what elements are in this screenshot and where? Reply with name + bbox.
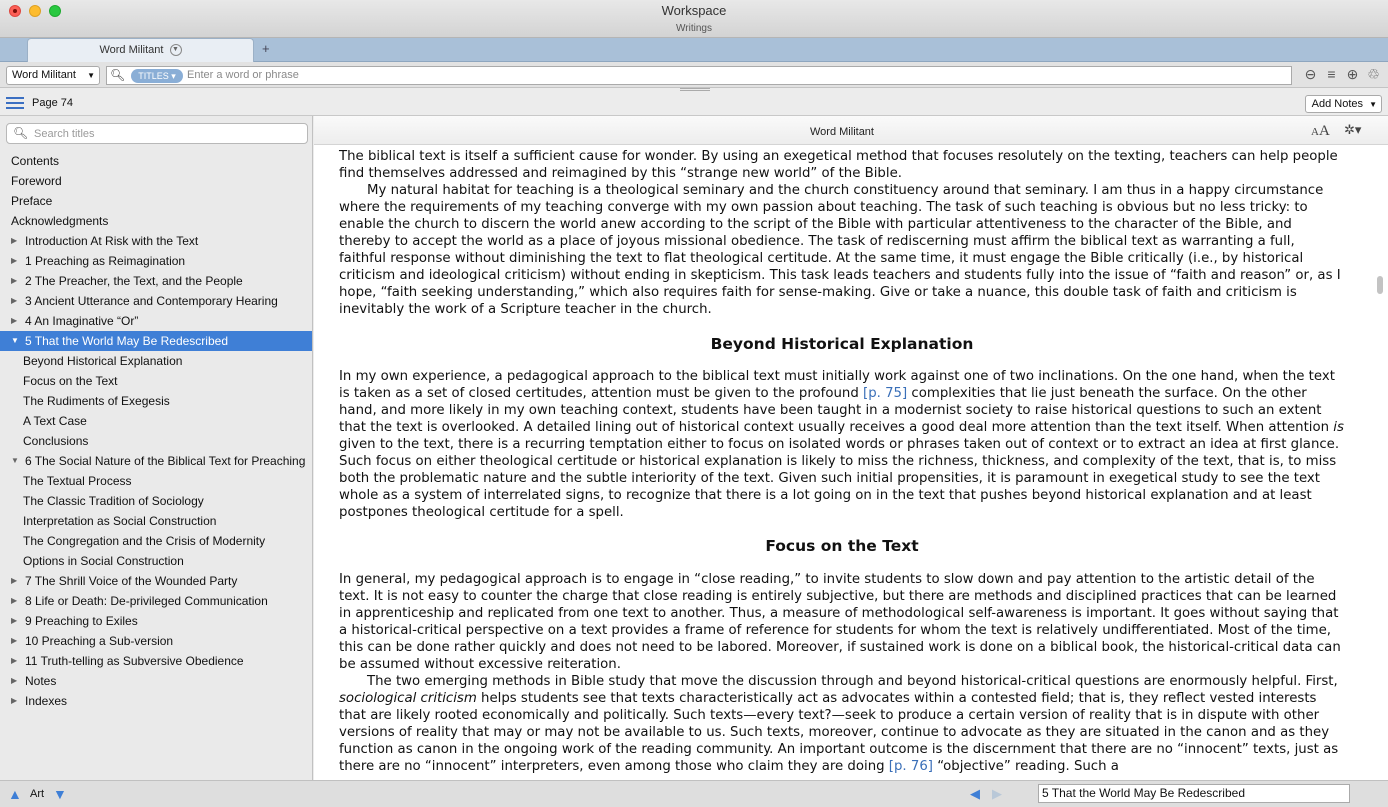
disclosure-closed-icon[interactable]: ▶ (11, 676, 18, 685)
sidebar-item-label: 6 The Social Nature of the Biblical Text for Preaching (25, 454, 306, 468)
sidebar-item[interactable] (0, 211, 312, 231)
sidebar-item-label: Contents (11, 154, 60, 168)
sidebar-item[interactable] (0, 331, 312, 351)
paragraph: The biblical text is itself a sufficient cause for wonder. By using an exegetical method that focuses resolutely on the texting, teachers can help people find themselves addressed and reimagined by this “strange new world” of the Bible. (339, 149, 1338, 181)
sidebar-item-label: Focus on the Text (23, 374, 118, 388)
sidebar-item[interactable] (0, 691, 312, 711)
sidebar-item-label: Interpretation as Social Construction (23, 514, 217, 528)
share-icon[interactable]: ♲ (1367, 66, 1380, 82)
sidebar-item-label: 1 Preaching as Reimagination (25, 254, 186, 268)
sidebar-item[interactable] (0, 151, 312, 171)
sidebar-item[interactable] (0, 431, 312, 451)
sidebar-item-label: Options in Social Construction (23, 554, 184, 568)
disclosure-closed-icon[interactable]: ▶ (11, 636, 18, 645)
sidebar-item-label: 7 The Shrill Voice of the Wounded Party (25, 574, 238, 588)
tab-word-militant[interactable] (27, 38, 254, 62)
sidebar-item-label: Preface (11, 194, 53, 208)
sidebar-item-label: 3 Ancient Utterance and Contemporary Hearing (25, 294, 278, 308)
toolbar (0, 62, 1388, 88)
resource-select-value: Word Militant (12, 69, 76, 81)
scrollbar-thumb[interactable] (1377, 276, 1383, 294)
disclosure-closed-icon[interactable]: ▶ (11, 296, 18, 305)
disclosure-closed-icon[interactable]: ▶ (11, 576, 18, 585)
paragraph: In my own experience, a pedagogical approach to the biblical text must initially work against one of two inclinations. On the one hand, when the text is taken as a set of closed certitudes, attention must be given to the profound [p. 75] complexities that lie just beneath the surface. On the other hand, and more likely in my own teaching context, students have been taught in a modernist society to raise historical questions to such an extent that the text is overlooked. A detailed lining out of historical context usually receives a good deal more attention than the text itself. When attention is given to the text, there is a recurring temptation either to focus on isolated words or phrases taken out of context or to extract an idea at first glance. Such focus on either theological certitude or historical explanation is likely to miss the richness, thickness, and complexity of the text, that is, to miss both the problematic nature and the subtle interiority of the text. Given such initial propensities, it is paramount in exegetical study to see the text whole as a system of interrelated signs, to recognize that there is a lot going on in the text that pushes beyond historical explanation and at least postpones theological certitude for a spell. (339, 369, 1344, 520)
sidebar-item-label: 10 Preaching a Sub-version (25, 634, 174, 648)
next-art-icon[interactable]: ▼ (53, 786, 67, 802)
sidebar-item[interactable] (0, 551, 312, 571)
book-text (339, 148, 1345, 775)
section-heading: Beyond Historical Explanation (710, 335, 974, 353)
sidebar-item-label: 9 Preaching to Exiles (25, 614, 138, 628)
disclosure-open-icon[interactable]: ▼ (11, 456, 19, 465)
reader-pane (314, 116, 1388, 780)
reader-title: Word Militant (810, 126, 874, 138)
sidebar-item[interactable] (0, 631, 312, 651)
chevron-down-icon: ▼ (1369, 100, 1377, 109)
sidebar-item-label: Conclusions (23, 434, 89, 448)
sidebar-item-label: The Rudiments of Exegesis (23, 394, 170, 408)
disclosure-closed-icon[interactable]: ▶ (11, 256, 18, 265)
sidebar-item[interactable] (0, 651, 312, 671)
footer-bar (0, 780, 1388, 807)
disclosure-closed-icon[interactable]: ▶ (11, 596, 18, 605)
sidebar-item[interactable] (0, 291, 312, 311)
art-label: Art (30, 788, 45, 800)
sidebar-item-label: 8 Life or Death: De-privileged Communication (25, 594, 268, 608)
disclosure-open-icon[interactable]: ▼ (11, 336, 19, 345)
title-search-placeholder: Search titles (34, 128, 95, 140)
forward-arrow-icon[interactable]: ▶ (992, 786, 1002, 801)
search-icon: 🔍︎ (13, 126, 29, 140)
sidebar-item-label: 5 That the World May Be Redescribed (25, 334, 228, 348)
sidebar-item[interactable] (0, 591, 312, 611)
window-titlebar (0, 0, 1388, 38)
resize-grip[interactable] (680, 88, 710, 91)
sidebar-item[interactable] (0, 611, 312, 631)
sidebar-item[interactable] (0, 251, 312, 271)
font-size-icon[interactable]: AA (1311, 123, 1330, 139)
sidebar-item[interactable] (0, 451, 312, 471)
sidebar-item-label: 2 The Preacher, the Text, and the People (25, 274, 243, 288)
chevron-down-icon: ▼ (87, 71, 95, 80)
zoom-search-icon[interactable]: ⊖ (1304, 66, 1317, 82)
page-link[interactable]: [p. 76] (888, 759, 933, 774)
sidebar-item[interactable] (0, 371, 312, 391)
toolbar-icons (1302, 66, 1382, 83)
sidebar-item-label: Introduction At Risk with the Text (25, 234, 199, 248)
sidebar-item[interactable] (0, 531, 312, 551)
sidebar-item[interactable] (0, 191, 312, 211)
search-icon[interactable]: 🔍︎ (110, 68, 126, 82)
reader-header (314, 116, 1388, 145)
gear-icon[interactable]: ✲▾ (1344, 122, 1362, 137)
add-circle-icon[interactable]: ⊕ (1346, 66, 1359, 82)
sidebar-item[interactable] (0, 491, 312, 511)
paragraph: My natural habitat for teaching is a theological seminary and the church constituency around that seminary. I am thus in a happy circumstance where the requirements of my teaching converge with my own passion about teaching. The task of such teaching is obvious but no less tricky: to enable the church to discern the world anew according to the script of the Bible with particular attentiveness to the character of the Bible, and thereby to accept the world as a place of joyous missional obedience. The task of rediscerning must affirm the biblical text as warranting a full, faithful response without diminishing the text to flat theological certitude. At the same time, it must engage the Bible critically (i.e., by historical criticism and ideological criticism) without ending in skepticism. This task leads teachers and students fully into the issue of “faith and reason” or, as I hope, “faith seeking understanding,” which also requires faith for sense-making. Give or take a nuance, this double task of faith and criticism is inevitably the work of a Scripture teacher in the church. (339, 183, 1341, 317)
back-arrow-icon[interactable]: ◀ (970, 786, 980, 801)
search-input[interactable]: Enter a word or phrase (187, 69, 299, 81)
sidebar-item-label: Notes (25, 674, 57, 688)
sidebar-item-label: A Text Case (23, 414, 87, 428)
sidebar-item[interactable] (0, 271, 312, 291)
window-title: Workspace (661, 3, 727, 18)
toc-list (0, 151, 312, 711)
disclosure-closed-icon[interactable]: ▶ (11, 276, 18, 285)
sidebar-item[interactable] (0, 511, 312, 531)
disclosure-closed-icon[interactable]: ▶ (11, 616, 18, 625)
sidebar-item[interactable] (0, 311, 312, 331)
disclosure-closed-icon[interactable]: ▶ (11, 696, 18, 705)
sidebar-item[interactable] (0, 411, 312, 431)
sidebar-item[interactable] (0, 391, 312, 411)
page-label: Page 74 (32, 97, 73, 109)
sidebar-item[interactable] (0, 571, 312, 591)
disclosure-closed-icon[interactable]: ▶ (11, 656, 18, 665)
search-scope-chip[interactable]: TITLES ▾ (131, 69, 183, 83)
toc-sidebar (0, 116, 313, 780)
paragraph: In general, my pedagogical approach is to engage in “close reading,” to invite students to slow down and pay attention to the artistic detail of the text. It is not easy to counter the charge that close reading is entirely subjective, but there are methods and disciplined practices that can be learned in apprenticeship and replicated from one text to another. Thus, a measure of methodological self-awareness is important. It goes without saying that a historical-critical perspective on a text provides a frame of reference for students for whom the text is relatively undifferentiated. Most of the time, this can be done rather quickly and does not need to be labored. Moreover, if sustained work is done on a biblical book, the historical-critical data can be assumed without excessive reiteration. (339, 572, 1341, 672)
tab-bar (0, 38, 1388, 62)
location-field[interactable]: 5 That the World May Be Redescribed (1038, 784, 1350, 803)
resource-select[interactable] (6, 66, 100, 85)
table-of-contents-icon[interactable] (6, 97, 24, 111)
disclosure-closed-icon[interactable]: ▶ (11, 236, 18, 245)
sidebar-item-label: 11 Truth-telling as Subversive Obedience (25, 654, 244, 668)
sidebar-item-label: The Classic Tradition of Sociology (23, 494, 204, 508)
previous-art-icon[interactable]: ▲ (8, 786, 22, 802)
new-tab-plus-icon[interactable]: + (262, 41, 270, 56)
list-view-icon[interactable]: ≡ (1327, 66, 1336, 82)
sidebar-item[interactable] (0, 671, 312, 691)
sidebar-item-label: 4 An Imaginative “Or” (25, 314, 139, 328)
page-bar (0, 92, 1388, 116)
sidebar-item-label: Beyond Historical Explanation (23, 354, 183, 368)
sidebar-item-label: Acknowledgments (11, 214, 109, 228)
paragraph: The two emerging methods in Bible study that move the discussion through and beyond historical-critical questions are enormously helpful. First, sociological criticism helps students see that texts characteristically act as advocates within a contested field; that is, they reflect vested interests that are likely rooted economically and politically. Such texts—every text?—seek to produce a certain version of reality that is in dispute with other versions of reality that may or may not be available to us. Such texts, moreover, continue to advocate as they are situated in the canon and as they function as canon in the ongoing work of the reading community. An important outcome is the discernment that there are no “innocent” texts, just as there are no “innocent” interpreters, even among those who claim they are doing [p. 76] “objective” reading. Such a (339, 674, 1339, 774)
title-search-field[interactable] (6, 123, 308, 144)
sidebar-item[interactable] (0, 471, 312, 491)
sidebar-item-label: Indexes (25, 694, 68, 708)
tab-label: Word Militant (99, 44, 164, 56)
search-bar[interactable] (106, 66, 1292, 85)
sidebar-item[interactable] (0, 231, 312, 251)
add-notes-button[interactable]: Add Notes ▼ (1305, 95, 1382, 113)
tab-menu-chevron-icon[interactable]: ▼ (170, 44, 182, 56)
sidebar-item[interactable] (0, 351, 312, 371)
section-heading: Focus on the Text (765, 537, 919, 555)
window-subtitle: Writings (676, 23, 712, 34)
page-link[interactable]: [p. 75] (863, 386, 908, 401)
disclosure-closed-icon[interactable]: ▶ (11, 316, 18, 325)
sidebar-item-label: The Congregation and the Crisis of Modernity (23, 534, 266, 548)
sidebar-item-label: Foreword (11, 174, 62, 188)
sidebar-item-label: The Textual Process (23, 474, 132, 488)
sidebar-item[interactable] (0, 171, 312, 191)
